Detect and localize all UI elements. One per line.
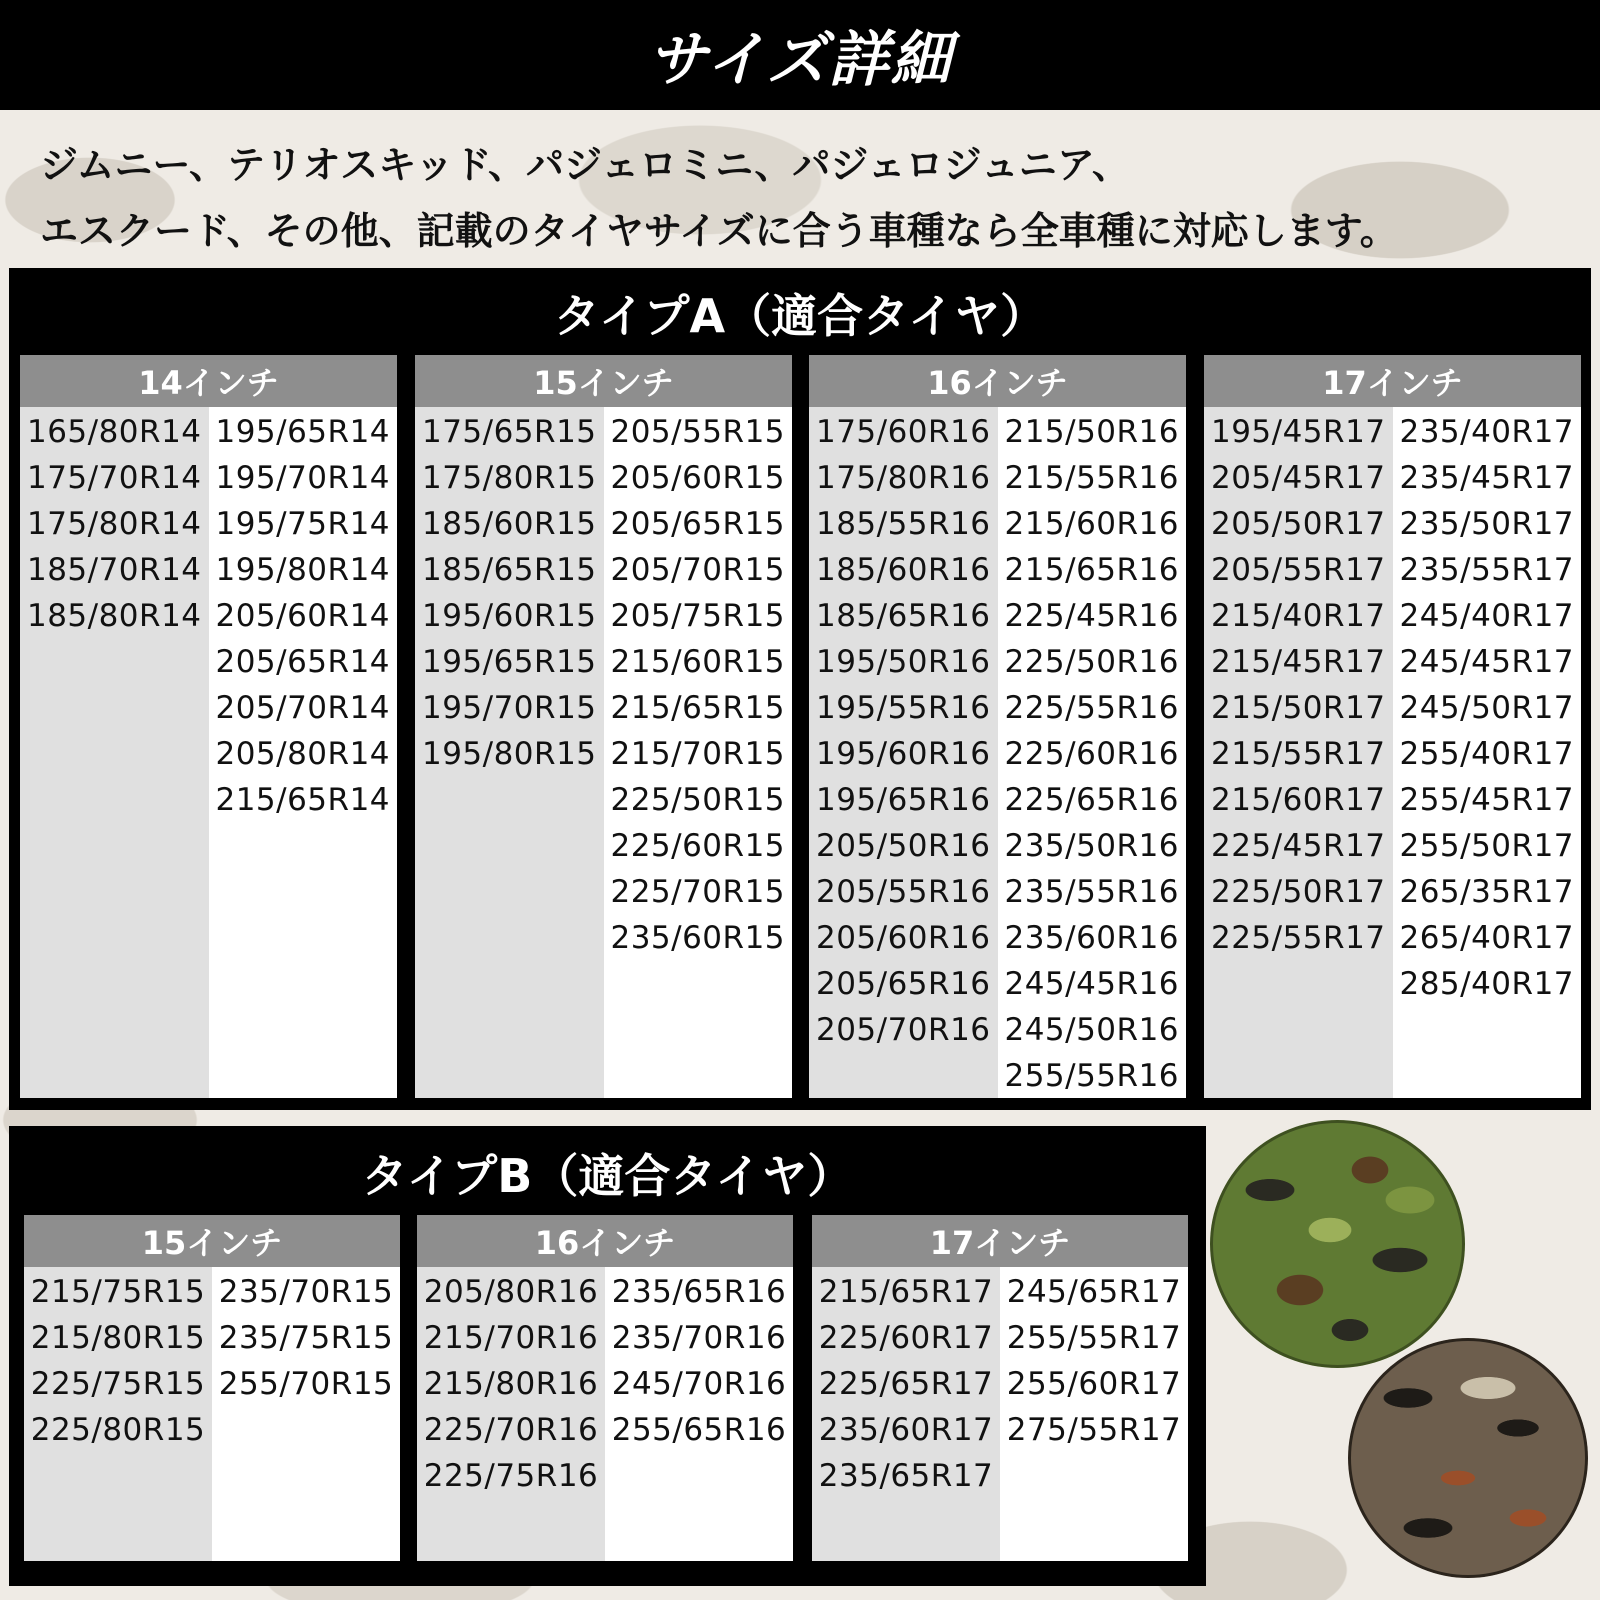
page-title: サイズ詳細 xyxy=(647,25,953,95)
tire-size-item: 265/40R17 xyxy=(1399,920,1575,956)
tire-size-item: 255/55R16 xyxy=(1004,1058,1180,1094)
tire-size-item: 265/35R17 xyxy=(1399,874,1575,910)
tire-size-item: 255/65R16 xyxy=(611,1412,787,1448)
type-b-group-16 xyxy=(417,1215,793,1561)
size-list-left xyxy=(20,407,209,1098)
tire-size-item: 225/50R17 xyxy=(1210,874,1386,910)
group-label: 17インチ xyxy=(812,1215,1188,1267)
tire-size-item: 235/75R15 xyxy=(218,1320,394,1356)
tire-size-item: 175/70R14 xyxy=(26,460,202,496)
tire-size-item: 195/75R14 xyxy=(215,506,391,542)
tire-size-item: 205/75R15 xyxy=(610,598,786,634)
tire-size-item: 195/70R14 xyxy=(215,460,391,496)
type-a-group-16 xyxy=(809,355,1186,1098)
tire-size-item: 225/65R16 xyxy=(1004,782,1180,818)
tire-size-item: 195/60R16 xyxy=(815,736,991,772)
tire-size-item: 225/50R16 xyxy=(1004,644,1180,680)
tire-size-item: 205/80R16 xyxy=(423,1274,599,1310)
tire-size-item: 285/40R17 xyxy=(1399,966,1575,1002)
tire-size-item: 205/45R17 xyxy=(1210,460,1386,496)
tire-size-item: 245/50R16 xyxy=(1004,1012,1180,1048)
tire-size-item: 205/70R14 xyxy=(215,690,391,726)
size-list-right xyxy=(998,407,1187,1098)
tire-size-item: 195/65R15 xyxy=(421,644,597,680)
tire-size-item: 235/70R15 xyxy=(218,1274,394,1310)
tire-size-item: 215/55R16 xyxy=(1004,460,1180,496)
tire-size-item: 225/60R16 xyxy=(1004,736,1180,772)
size-list-right xyxy=(212,1267,400,1561)
tire-size-item: 185/60R15 xyxy=(421,506,597,542)
tire-size-item: 255/50R17 xyxy=(1399,828,1575,864)
tire-size-item: 255/70R15 xyxy=(218,1366,394,1402)
tire-size-item: 225/45R16 xyxy=(1004,598,1180,634)
tire-size-item: 245/70R16 xyxy=(611,1366,787,1402)
tire-size-item: 205/60R14 xyxy=(215,598,391,634)
tire-size-item: 215/60R17 xyxy=(1210,782,1386,818)
tire-size-item: 195/80R15 xyxy=(421,736,597,772)
tire-size-item: 245/45R16 xyxy=(1004,966,1180,1002)
tire-size-item: 195/65R16 xyxy=(815,782,991,818)
type-b-group-17 xyxy=(812,1215,1188,1561)
tire-size-item: 225/60R15 xyxy=(610,828,786,864)
tire-size-item: 215/80R15 xyxy=(30,1320,206,1356)
tire-size-item: 205/60R16 xyxy=(815,920,991,956)
group-label: 17インチ xyxy=(1204,355,1581,407)
tire-size-item: 195/70R15 xyxy=(421,690,597,726)
tire-size-item: 225/55R16 xyxy=(1004,690,1180,726)
size-list-right xyxy=(605,1267,793,1561)
tire-size-item: 225/45R17 xyxy=(1210,828,1386,864)
tire-size-item: 195/50R16 xyxy=(815,644,991,680)
tire-size-item: 205/70R15 xyxy=(610,552,786,588)
group-label: 15インチ xyxy=(415,355,792,407)
type-a-panel xyxy=(9,268,1591,1110)
tire-size-item: 205/65R15 xyxy=(610,506,786,542)
tire-size-item: 215/65R16 xyxy=(1004,552,1180,588)
type-a-group-14 xyxy=(20,355,397,1098)
tire-size-item: 205/65R14 xyxy=(215,644,391,680)
tire-size-item: 215/70R16 xyxy=(423,1320,599,1356)
green-camo-cover-image xyxy=(1210,1120,1465,1368)
tire-size-item: 215/50R17 xyxy=(1210,690,1386,726)
tire-size-item: 225/60R17 xyxy=(818,1320,994,1356)
tire-size-item: 255/60R17 xyxy=(1006,1366,1182,1402)
tire-size-item: 235/60R16 xyxy=(1004,920,1180,956)
tire-size-item: 185/65R16 xyxy=(815,598,991,634)
tire-size-item: 245/50R17 xyxy=(1399,690,1575,726)
tire-size-item: 215/60R15 xyxy=(610,644,786,680)
tire-size-item: 205/80R14 xyxy=(215,736,391,772)
tire-size-item: 215/40R17 xyxy=(1210,598,1386,634)
type-a-group-15 xyxy=(415,355,792,1098)
tire-size-item: 215/65R17 xyxy=(818,1274,994,1310)
tire-size-item: 255/45R17 xyxy=(1399,782,1575,818)
group-label: 15インチ xyxy=(24,1215,400,1267)
tire-size-item: 215/65R15 xyxy=(610,690,786,726)
size-list-left xyxy=(1204,407,1393,1098)
tire-size-item: 195/65R14 xyxy=(215,414,391,450)
tire-size-item: 185/80R14 xyxy=(26,598,202,634)
size-list-left xyxy=(812,1267,1000,1561)
group-label: 16インチ xyxy=(809,355,1186,407)
tire-size-item: 175/80R16 xyxy=(815,460,991,496)
size-list-right xyxy=(604,407,793,1098)
tire-size-item: 175/65R15 xyxy=(421,414,597,450)
tire-size-item: 205/55R15 xyxy=(610,414,786,450)
tire-size-item: 225/75R15 xyxy=(30,1366,206,1402)
tire-size-item: 255/40R17 xyxy=(1399,736,1575,772)
size-list-left xyxy=(417,1267,605,1561)
brown-camo-cover-image xyxy=(1348,1338,1588,1578)
header-bar xyxy=(0,0,1600,110)
tire-size-item: 195/60R15 xyxy=(421,598,597,634)
tire-size-item: 235/70R16 xyxy=(611,1320,787,1356)
size-list-right xyxy=(1393,407,1582,1098)
group-label: 14インチ xyxy=(20,355,397,407)
tire-size-item: 225/55R17 xyxy=(1210,920,1386,956)
tire-size-item: 215/80R16 xyxy=(423,1366,599,1402)
tire-size-item: 235/40R17 xyxy=(1399,414,1575,450)
tire-size-item: 215/70R15 xyxy=(610,736,786,772)
tire-size-item: 235/50R17 xyxy=(1399,506,1575,542)
tire-size-item: 185/60R16 xyxy=(815,552,991,588)
tire-size-item: 225/80R15 xyxy=(30,1412,206,1448)
type-b-group-15 xyxy=(24,1215,400,1561)
tire-size-item: 235/55R17 xyxy=(1399,552,1575,588)
tire-size-item: 245/65R17 xyxy=(1006,1274,1182,1310)
tire-size-item: 225/50R15 xyxy=(610,782,786,818)
tire-size-item: 245/40R17 xyxy=(1399,598,1575,634)
tire-size-item: 205/55R16 xyxy=(815,874,991,910)
tire-size-item: 195/45R17 xyxy=(1210,414,1386,450)
tire-size-item: 225/70R15 xyxy=(610,874,786,910)
intro-line-2: エスクード、その他、記載のタイヤサイズに合う車種なら全車種に対応します。 xyxy=(40,209,1398,253)
tire-size-item: 205/70R16 xyxy=(815,1012,991,1048)
tire-size-item: 205/50R17 xyxy=(1210,506,1386,542)
tire-size-item: 215/50R16 xyxy=(1004,414,1180,450)
tire-size-item: 235/60R17 xyxy=(818,1412,994,1448)
tire-size-item: 235/65R17 xyxy=(818,1458,994,1494)
intro-line-1: ジムニー、テリオスキッド、パジェロミニ、パジェロジュニア、 xyxy=(40,143,1130,187)
tire-size-item: 205/55R17 xyxy=(1210,552,1386,588)
tire-size-item: 215/75R15 xyxy=(30,1274,206,1310)
tire-size-item: 205/50R16 xyxy=(815,828,991,864)
type-b-title: タイプB（適合タイヤ） xyxy=(361,1149,854,1203)
tire-size-item: 175/80R15 xyxy=(421,460,597,496)
type-a-group-17 xyxy=(1204,355,1581,1098)
type-b-panel xyxy=(9,1126,1206,1586)
tire-size-item: 175/80R14 xyxy=(26,506,202,542)
tire-size-item: 215/65R14 xyxy=(215,782,391,818)
tire-size-item: 235/50R16 xyxy=(1004,828,1180,864)
tire-size-item: 225/65R17 xyxy=(818,1366,994,1402)
tire-size-item: 245/45R17 xyxy=(1399,644,1575,680)
tire-size-item: 185/70R14 xyxy=(26,552,202,588)
tire-size-item: 235/45R17 xyxy=(1399,460,1575,496)
tire-size-item: 195/80R14 xyxy=(215,552,391,588)
size-list-left xyxy=(24,1267,212,1561)
tire-size-item: 235/65R16 xyxy=(611,1274,787,1310)
tire-size-item: 215/55R17 xyxy=(1210,736,1386,772)
tire-size-item: 195/55R16 xyxy=(815,690,991,726)
tire-size-item: 215/45R17 xyxy=(1210,644,1386,680)
tire-size-item: 205/65R16 xyxy=(815,966,991,1002)
size-list-left xyxy=(415,407,604,1098)
group-label: 16インチ xyxy=(417,1215,793,1267)
tire-size-item: 225/75R16 xyxy=(423,1458,599,1494)
type-a-title: タイプA（適合タイヤ） xyxy=(553,289,1047,343)
size-list-left xyxy=(809,407,998,1098)
size-list-right xyxy=(209,407,398,1098)
tire-size-item: 255/55R17 xyxy=(1006,1320,1182,1356)
tire-size-item: 205/60R15 xyxy=(610,460,786,496)
tire-size-item: 185/65R15 xyxy=(421,552,597,588)
tire-size-item: 235/60R15 xyxy=(610,920,786,956)
tire-size-item: 175/60R16 xyxy=(815,414,991,450)
tire-size-item: 215/60R16 xyxy=(1004,506,1180,542)
tire-size-item: 185/55R16 xyxy=(815,506,991,542)
tire-size-item: 275/55R17 xyxy=(1006,1412,1182,1448)
tire-size-item: 225/70R16 xyxy=(423,1412,599,1448)
size-list-right xyxy=(1000,1267,1188,1561)
tire-size-item: 165/80R14 xyxy=(26,414,202,450)
tire-size-item: 235/55R16 xyxy=(1004,874,1180,910)
